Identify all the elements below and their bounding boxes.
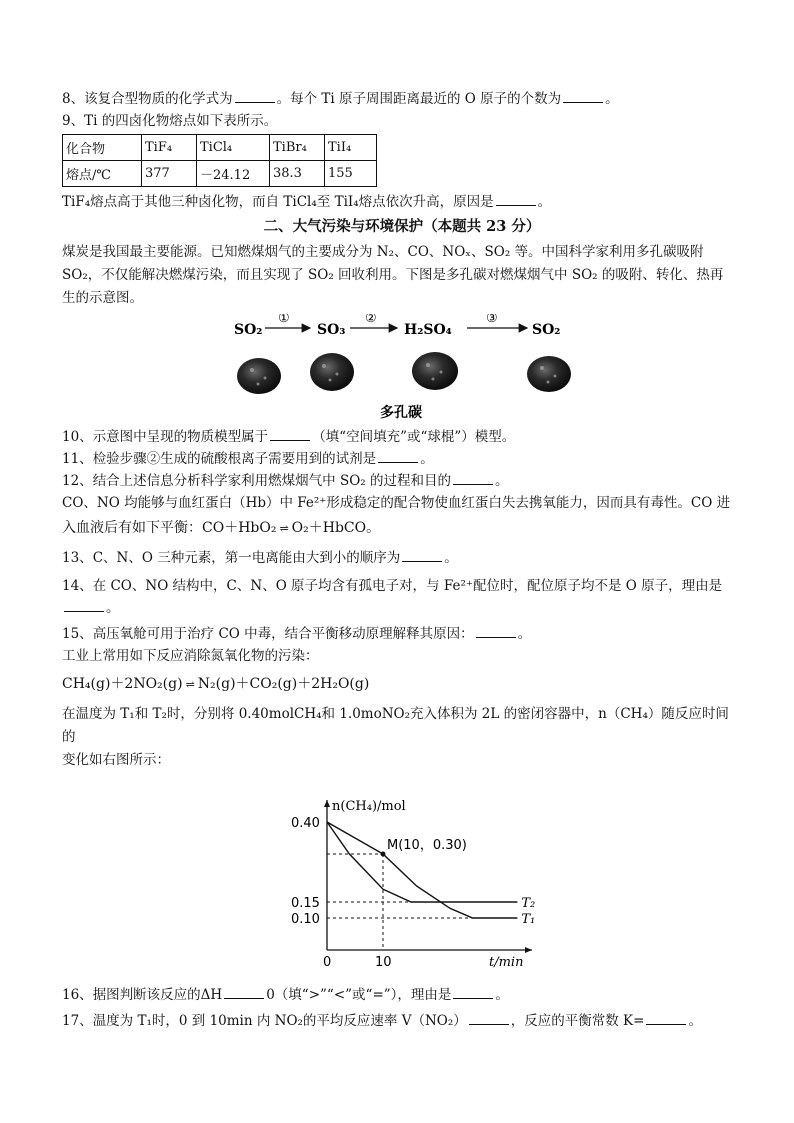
species-so2-regen: SO₂ [532, 322, 561, 338]
question-text: 。每个 Ti 原子周围距离最近的 O 原子的个数为 [276, 91, 562, 107]
answer-blank[interactable] [646, 1012, 686, 1025]
question-12 [62, 470, 742, 492]
table-cell: 熔点/℃ [63, 161, 142, 187]
table-cell: TiI₄ [325, 135, 377, 161]
reaction-equation [62, 671, 742, 697]
question-text: 。 [537, 194, 552, 210]
question-text: 。 [495, 987, 509, 1003]
y-tick-label: 0.40 [291, 816, 320, 831]
step-label: ② [365, 314, 377, 326]
industry-intro: 工业上常用如下反应消除氮氧化物的污染： [62, 648, 319, 664]
step-label: ③ [486, 314, 498, 326]
question-16 [62, 984, 742, 1006]
answer-blank[interactable] [476, 625, 516, 638]
equation-left: CH₄(g)＋2NO₂(g) [62, 676, 183, 692]
table-cell: TiF₄ [142, 135, 197, 161]
question-number: 17、 [62, 1013, 93, 1029]
melting-point-table [62, 134, 377, 187]
table-cell: 38.3 [270, 161, 325, 187]
question-text: ，反应的平衡常数 K= [510, 1013, 645, 1029]
x-tick-label: 0 [323, 955, 332, 970]
question-8 [62, 88, 742, 110]
species-so3: SO₃ [317, 322, 346, 338]
question-text: TiF₄熔点高于其他三种卤化物，而自 TiCl₄至 TiI₄熔点依次升高，原因是 [62, 194, 494, 210]
answer-blank[interactable] [563, 90, 603, 103]
answer-blank[interactable] [496, 193, 536, 206]
diagram-svg [62, 314, 742, 424]
intro-line: 在温度为 T₁和 T₂时，分别将 0.40molCH₄和 1.0moNO₂充入体积为 2L 的密闭容器中，n（CH₄）随反应时间的 [62, 706, 729, 745]
point-m [381, 852, 386, 857]
question-17 [62, 1010, 742, 1032]
equilibrium-arrow-icon: ⇌ [279, 521, 289, 535]
x-tick-label: 10 [375, 955, 392, 970]
intro-line: SO₂，不仅能解决燃煤污染，而且实现了 SO₂ 回收利用。下图是多孔碳对燃煤烟气中 SO₂ 的吸附、转化、热再 [62, 267, 724, 283]
question-11 [62, 448, 742, 470]
question-text: 。 [605, 91, 619, 107]
question-number: 12、 [62, 473, 93, 489]
question-text: 该复合型物质的化学式为 [84, 91, 233, 107]
question-text: 。 [420, 451, 434, 467]
x-axis-arrow [525, 947, 532, 953]
table-row [63, 161, 377, 187]
question-number: 13、 [62, 550, 93, 566]
question-number: 8、 [62, 91, 85, 107]
question-13 [62, 547, 742, 569]
co-intro-paragraph [62, 492, 742, 541]
question-10 [62, 426, 742, 448]
question-9 [62, 110, 742, 132]
series-label: T₁ [521, 912, 536, 927]
answer-blank[interactable] [453, 986, 493, 999]
answer-blank[interactable] [453, 472, 493, 485]
answer-blank[interactable] [64, 599, 104, 612]
intro-line: 煤炭是我国最主要能源。已知燃煤烟气的主要成分为 N₂、CO、NOₓ、SO₂ 等。中国科学家利用多孔碳吸附 [62, 244, 704, 260]
porous-carbon-model [527, 356, 571, 392]
question-text: （填“空间填充”或“球棍”）模型。 [312, 429, 516, 445]
question-text: C、N、O 三种元素，第一电离能由大到小的顺序为 [92, 550, 401, 566]
answer-blank[interactable] [469, 1012, 509, 1025]
table-cell: 377 [142, 161, 197, 187]
answer-blank[interactable] [378, 450, 418, 463]
porous-carbon-diagram [62, 314, 742, 424]
table-cell: TiBr₄ [270, 135, 325, 161]
question-15 [62, 623, 742, 645]
answer-blank[interactable] [270, 428, 310, 441]
question-number: 16、 [62, 987, 93, 1003]
series-line [327, 822, 517, 918]
question-text: 高压氧舱可用于治疗 CO 中毒，结合平衡移动原理解释其原因： [92, 626, 474, 642]
question-text: 。 [106, 600, 120, 616]
intro-line: CO、NO 均能够与血红蛋白（Hb）中 Fe²⁺形成稳定的配合物使血红蛋白失去携氧能力，因而具有毒性。CO 进 [62, 495, 731, 511]
section-title: 二、大气污染与环境保护（本题共 23 分） [263, 218, 541, 235]
answer-blank[interactable] [235, 90, 275, 103]
equilibrium-arrow-icon: ⇌ [185, 677, 195, 691]
y-axis-arrow [324, 800, 330, 807]
answer-blank[interactable] [224, 986, 264, 999]
question-text: Ti 的四卤化物熔点如下表所示。 [84, 113, 278, 129]
question-text: 在 CO、NO 结构中，C、N、O 原子均含有孤电子对，与 Fe²⁺配位时，配位原子均不是 O 原子，理由是 [92, 578, 723, 594]
table-cell: TiCl₄ [197, 135, 270, 161]
table-cell: 化合物 [63, 135, 142, 161]
intro-line: 变化如右图所示： [62, 752, 170, 768]
question-text: 检验步骤②生成的硫酸根离子需要用到的试剂是 [92, 451, 377, 467]
intro-paragraph [62, 241, 742, 310]
question-text: 温度为 T₁时，0 到 10min 内 NO₂的平均反应速率 V（NO₂） [92, 1013, 467, 1029]
question-number: 9、 [62, 113, 85, 129]
question-text: 结合上述信息分析科学家利用燃煤烟气中 SO₂ 的过程和目的 [92, 473, 451, 489]
ch4-time-chart [62, 778, 742, 978]
conditions-paragraph [62, 703, 742, 772]
equation-left: CO＋HbO₂ [202, 520, 277, 536]
intro-line: 入血液后有如下平衡： [62, 520, 202, 536]
question-text: 0（填“>”“<”或“=”），理由是 [266, 987, 452, 1003]
question-number: 10、 [62, 429, 93, 445]
table-cell: 155 [325, 161, 377, 187]
question-number: 14、 [62, 578, 93, 594]
equation-right: N₂(g)＋CO₂(g)＋2H₂O(g) [197, 676, 370, 692]
table-header-row [63, 135, 377, 161]
question-text: 。 [444, 550, 458, 566]
question-number: 15、 [62, 626, 93, 642]
diagram-caption: 多孔碳 [380, 405, 422, 421]
porous-carbon-model [412, 352, 458, 390]
intro-line: 生的示意图。 [62, 290, 143, 306]
question-text: 。 [495, 473, 509, 489]
answer-blank[interactable] [402, 549, 442, 562]
step-label: ① [278, 314, 290, 326]
question-text: 示意图中呈现的物质模型属于 [92, 429, 269, 445]
question-9-reason [62, 191, 742, 213]
equation-right: O₂＋HbCO [291, 520, 367, 536]
point-m-label: M(10，0.30) [387, 838, 467, 853]
porous-carbon-model [310, 353, 354, 391]
series-label: T₂ [521, 896, 536, 911]
x-axis-label: t/min [489, 955, 524, 970]
species-so2: SO₂ [234, 322, 263, 338]
equilibrium-line [62, 515, 742, 541]
equation-end: 。 [366, 520, 381, 536]
question-text: 。 [517, 626, 532, 642]
table-cell: －24.12 [197, 161, 270, 187]
question-14-cont [62, 597, 742, 619]
question-number: 11、 [62, 451, 93, 467]
species-h2so4: H₂SO₄ [404, 322, 452, 338]
porous-carbon-model [237, 358, 281, 394]
exam-page [62, 88, 742, 1032]
y-tick-label: 0.10 [291, 912, 320, 927]
y-axis-label: n(CH₄)/mol [332, 799, 406, 814]
question-text: 。 [688, 1013, 702, 1029]
chart-svg [62, 778, 742, 978]
y-tick-label: 0.15 [291, 896, 320, 911]
question-14 [62, 575, 742, 597]
question-text: 据图判断该反应的ΔH [92, 987, 223, 1003]
